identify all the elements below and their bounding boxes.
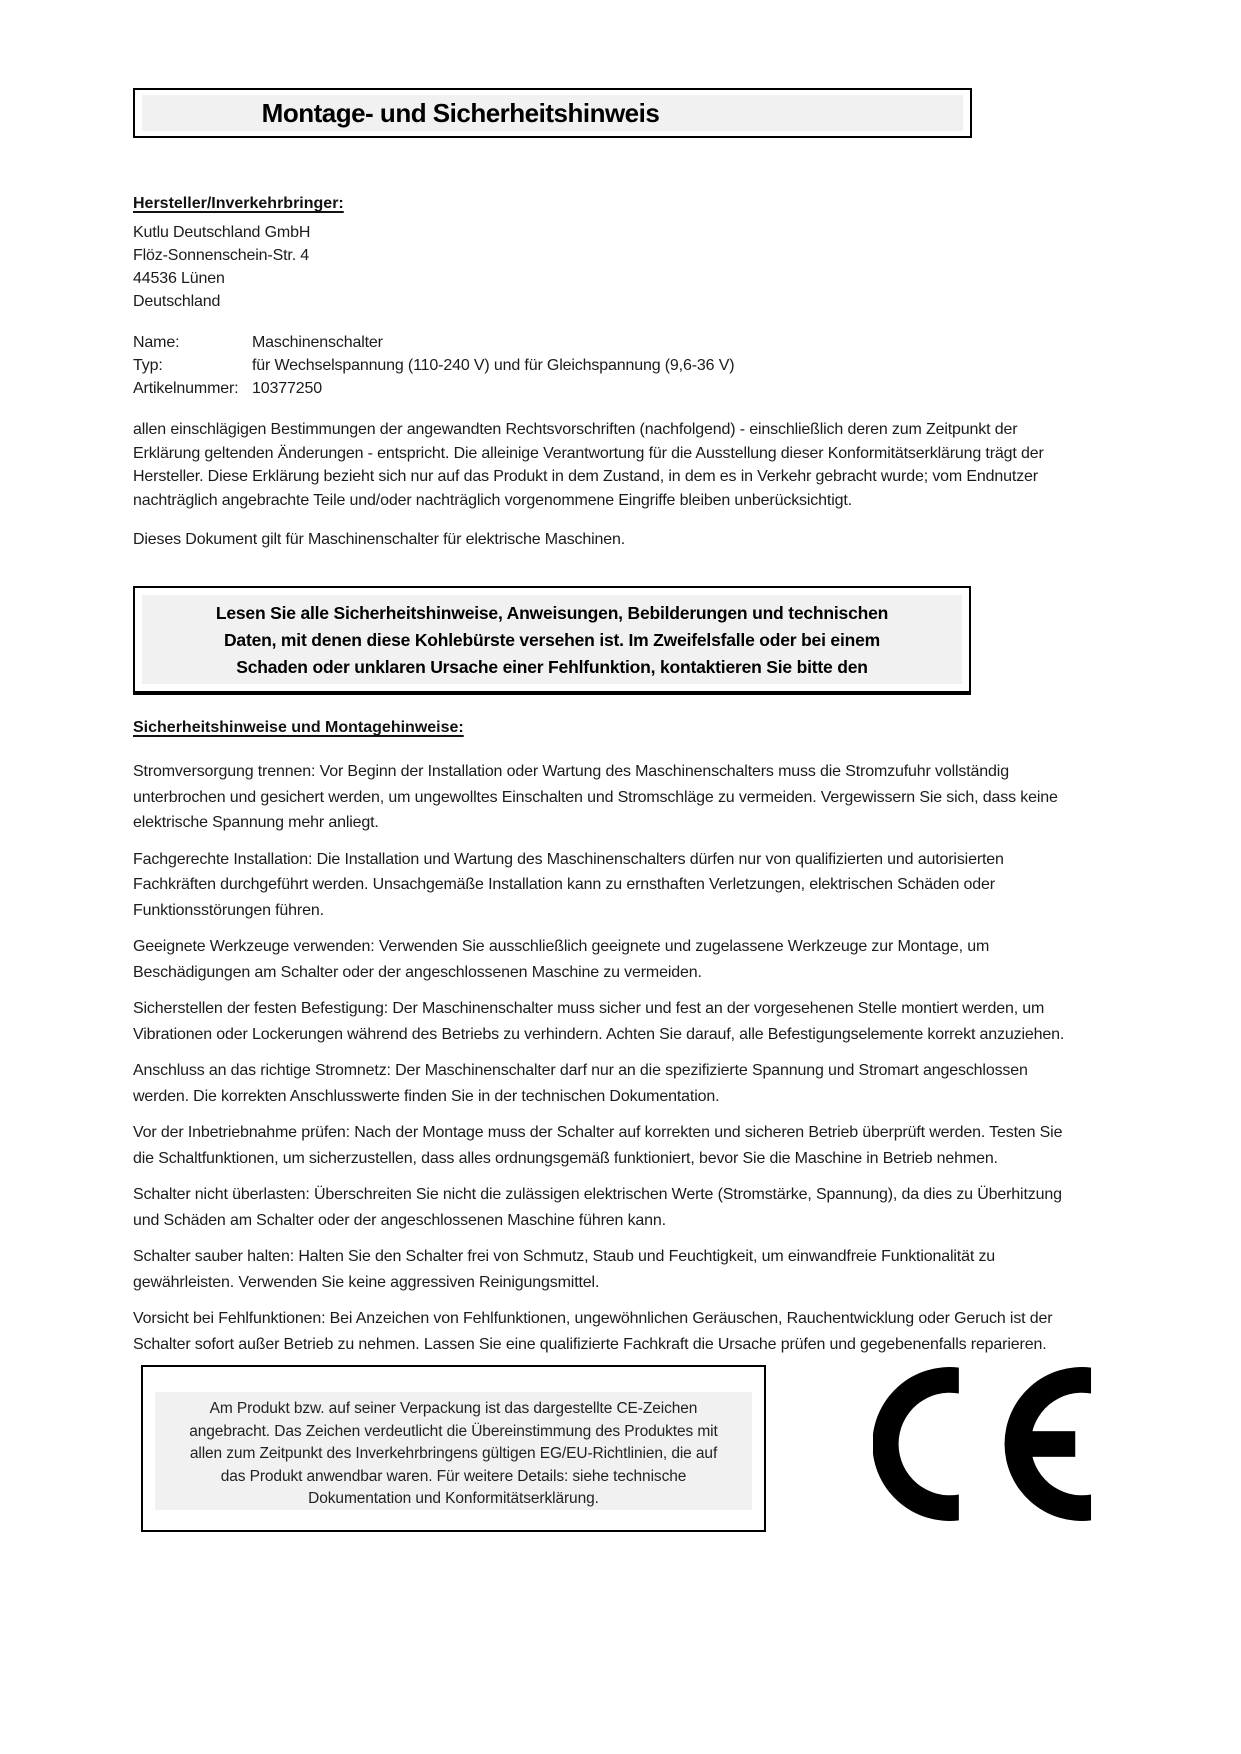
ce-info-line: allen zum Zeitpunkt des Inverkehrbringens gültigen EG/EU-Richtlinien, die auf (189, 1445, 718, 1462)
address-line-street: Flöz-Sonnenschein-Str. 4 (133, 247, 310, 264)
address-line-country: Deutschland (133, 293, 221, 310)
field-label: Artikelnummer: (133, 380, 239, 397)
address-line-city: 44536 Lünen (133, 270, 225, 287)
product-row-article-number (133, 377, 1095, 400)
ce-section (133, 1365, 1095, 1532)
conformity-paragraph: allen einschlägigen Bestimmungen der angewandten Rechtsvorschriften (nachfolgend) - einschließlich deren zum Zeitpunkt der Erklärung geltenden Änderungen - entspricht. Die alleinige Verantwortung für die Ausstellung dieser Konformitätserklärung trägt der Hersteller. Diese Erklärung bezieht sich nur auf das Produkt in dem Zustand, in dem es in Verkehr gebracht wurde; vom Endnutzer nachträglich angebrachte Teile und/oder nachträglich vorgenommene Eingriffe bleiben unberücksichtigt. (133, 421, 1044, 509)
safety-paragraph: Vorsicht bei Fehlfunktionen: Bei Anzeichen von Fehlfunktionen, ungewöhnlichen Geräuschen, Rauchentwicklung oder Geruch ist der Schalter sofort außer Betrieb zu nehmen. Lassen Sie eine qualifizierte Fachkraft die Ursache prüfen und gegebenenfalls reparieren. (133, 1310, 1053, 1353)
field-value: Maschinenschalter (252, 334, 383, 351)
field-label: Typ: (133, 357, 163, 374)
product-row-name (133, 331, 1095, 354)
warning-box-inner (142, 595, 962, 684)
safety-paragraph: Schalter sauber halten: Halten Sie den Schalter frei von Schmutz, Staub und Feuchtigkeit, um einwandfreie Funktionalität zu gewährleisten. Verwenden Sie keine aggressiven Reinigungsmittel. (133, 1248, 996, 1291)
page-title: Montage- und Sicherheitshinweis (261, 98, 660, 128)
ce-info-line: das Produkt anwendbar waren. Für weitere Details: siehe technische (220, 1467, 687, 1485)
safety-paragraph: Geeignete Werkzeuge verwenden: Verwenden Sie ausschließlich geeignete und zugelassene Werkzeuge zur Montage, um Beschädigungen am Schalter oder der angeschlossenen Maschine zu vermeiden. (133, 938, 990, 981)
field-label: Name: (133, 334, 180, 351)
ce-info-box (141, 1365, 766, 1532)
product-row-type (133, 354, 1095, 377)
ce-info-line: angebracht. Das Zeichen verdeutlicht die Übereinstimmung des Produktes mit (189, 1422, 718, 1440)
ce-mark-icon (873, 1366, 1093, 1522)
title-bar (142, 95, 963, 131)
manufacturer-heading: Hersteller/Inverkehrbringer: (133, 195, 344, 212)
safety-paragraph: Anschluss an das richtige Stromnetz: Der Maschinenschalter darf nur an die spezifizierte Spannung und Stromart angeschlossen werden. Die korrekten Anschlusswerte finden Sie in der technischen Dokumentation. (133, 1062, 1028, 1105)
field-value: 10377250 (252, 380, 322, 397)
title-box (133, 88, 972, 138)
ce-info-box-inner (155, 1392, 752, 1510)
safety-paragraph: Schalter nicht überlasten: Überschreiten Sie nicht die zulässigen elektrischen Werte (Stromstärke, Spannung), da dies zu Überhitzung und Schäden am Schalter oder der angeschlossenen Maschine führen kann. (133, 1186, 1062, 1229)
address-line-company: Kutlu Deutschland GmbH (133, 224, 311, 241)
warning-line: Daten, mit denen diese Kohlebürste versehen ist. Im Zweifelsfalle oder bei einem (223, 630, 880, 650)
warning-line: Schaden oder unklaren Ursache einer Fehlfunktion, kontaktieren Sie bitte den (236, 657, 868, 677)
safety-paragraph: Vor der Inbetriebnahme prüfen: Nach der Montage muss der Schalter auf korrekten und sicheren Betrieb überprüft werden. Testen Sie die Schaltfunktionen, um sicherzustellen, dass alles ordnungsgemäß funktioniert, bevor Sie die Maschine in Betrieb nehmen. (133, 1124, 1063, 1167)
scope-paragraph: Dieses Dokument gilt für Maschinenschalter für elektrische Maschinen. (133, 531, 626, 548)
warning-line: Lesen Sie alle Sicherheitshinweise, Anweisungen, Bebilderungen und technischen (215, 603, 889, 623)
safety-paragraph: Fachgerechte Installation: Die Installation und Wartung des Maschinenschalters dürfen nur von qualifizierten und autorisierten Fachkräften durchgeführt werden. Unsachgemäße Installation kann zu ernsthaften Verletzungen, elektrischen Schäden oder Funktionsstörungen führen. (133, 850, 1004, 919)
safety-paragraph: Sicherstellen der festen Befestigung: Der Maschinenschalter muss sicher und fest an der vorgesehenen Stelle montiert werden, um Vibrationen oder Lockerungen während des Betriebs zu verhindern. Achten Sie darauf, alle Befestigungselemente korrekt anzuziehen. (133, 1000, 1065, 1043)
safety-paragraph: Stromversorgung trennen: Vor Beginn der Installation oder Wartung des Maschinenschalters muss die Stromzufuhr vollständig unterbrochen und gesichert werden, um ungewolltes Einschalten und Stromschläge zu vermeiden. Vergewissern Sie sich, dass keine elektrische Spannung mehr anliegt. (133, 763, 1058, 831)
safety-heading: Sicherheitshinweise und Montagehinweise: (133, 719, 464, 736)
ce-info-line: Am Produkt bzw. auf seiner Verpackung ist das dargestellte CE-Zeichen (209, 1400, 698, 1417)
document-content (133, 88, 1095, 1532)
product-info (133, 331, 1095, 400)
ce-info-line: Dokumentation und Konformitätserklärung. (308, 1490, 599, 1507)
field-value: für Wechselspannung (110-240 V) und für Gleichspannung (9,6-36 V) (252, 357, 735, 374)
manufacturer-address (133, 221, 1095, 313)
warning-box (133, 586, 971, 695)
